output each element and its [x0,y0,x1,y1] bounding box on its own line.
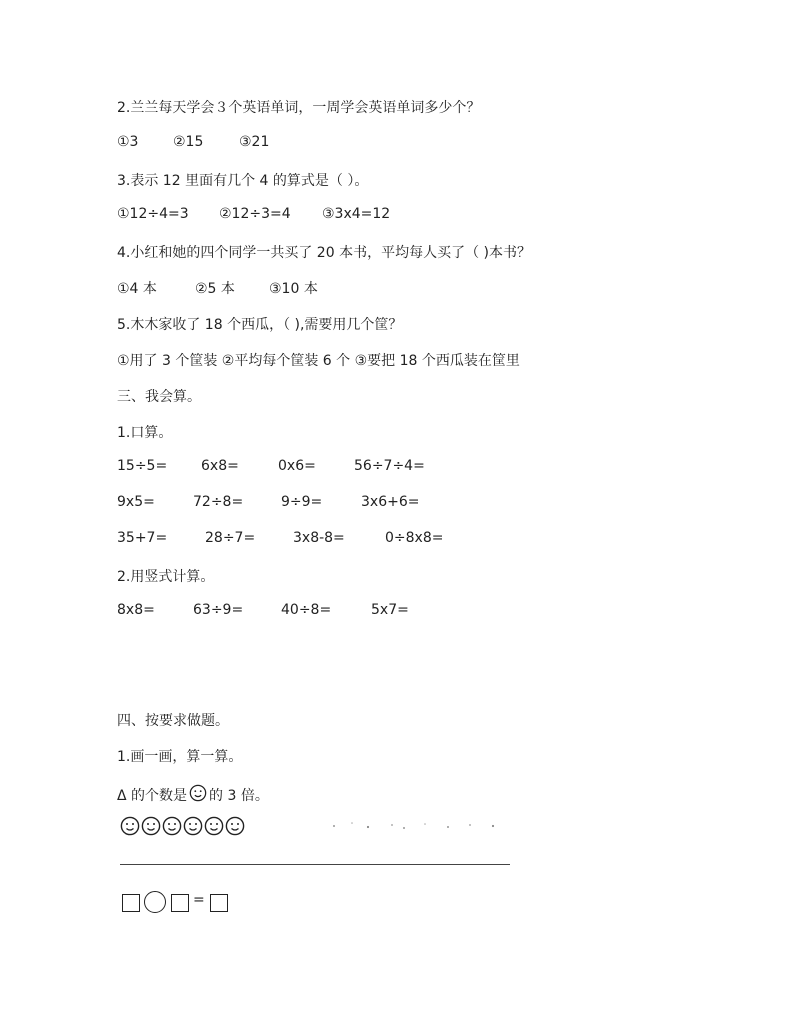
oral-calc-item: 56÷7÷4= [354,458,425,474]
smiley-face-icon [183,816,203,840]
vertical-calc-item: 40÷8= [281,602,332,618]
oral-calc-item: 6x8= [201,458,239,474]
scan-noise-specks [330,818,510,832]
smiley-face-icon [162,816,182,840]
option-2: ②5 本 [195,281,235,297]
smiley-face-icon [120,816,140,840]
equals-sign: = [193,892,205,908]
oral-calc-item: 9x5= [117,494,155,510]
draw-calc-heading: 1.画一画，算一算。 [117,749,243,765]
oral-calc-item: 3x6+6= [361,494,420,510]
vertical-calc-item: 8x8= [117,602,155,618]
option-2: ②15 [173,134,204,150]
answer-box[interactable] [122,894,140,912]
prompt-before: Δ 的个数是 [117,788,188,804]
smiley-face-row [120,816,246,838]
answer-line [120,864,510,865]
oral-calc-item: 28÷7= [205,530,256,546]
vertical-calc-item: 5x7= [371,602,409,618]
question-2: 2.兰兰每天学会３个英语单词，一周学会英语单词多少个？ [117,100,481,116]
question-3: 3.表示 12 里面有几个 4 的算式是（ ）。 [117,173,369,189]
option-3: ③3x4=12 [322,206,391,222]
smiley-face-icon [189,784,207,806]
oral-calc-item: 0÷8x8= [385,530,444,546]
oral-calc-item: 3x8-8= [293,530,345,546]
oral-calc-heading: 1.口算。 [117,425,173,441]
operator-circle[interactable] [144,891,166,913]
oral-calc-item: 72÷8= [193,494,244,510]
draw-calc-prompt [117,784,269,806]
question-5: 5.木木家收了 18 个西瓜，（ ),需要用几个筐？ [117,317,403,333]
question-5-options: ①用了 3 个筐装 ②平均每个筐装 6 个 ③要把 18 个西瓜装在筐里 [117,353,520,369]
answer-box[interactable] [210,894,228,912]
option-3: ③10 本 [269,281,318,297]
oral-calc-item: 9÷9= [281,494,323,510]
answer-box[interactable] [171,894,189,912]
smiley-face-icon [204,816,224,840]
oral-calc-item: 0x6= [278,458,316,474]
smiley-face-icon [141,816,161,840]
vertical-calc-heading: 2.用竖式计算。 [117,569,215,585]
question-4: 4.小红和她的四个同学一共买了 20 本书，平均每人买了（ )本书？ [117,245,531,261]
option-1: ①12÷4=3 [117,206,189,222]
option-1: ①4 本 [117,281,157,297]
prompt-after: 的 3 倍。 [209,788,269,804]
option-2: ②12÷3=4 [219,206,291,222]
oral-calc-item: 35+7= [117,530,168,546]
option-3: ③21 [239,134,270,150]
vertical-calc-item: 63÷9= [193,602,244,618]
section-3-heading: 三、我会算。 [117,389,201,405]
option-1: ①3 [117,134,139,150]
section-4-heading: 四、按要求做题。 [117,713,229,729]
oral-calc-item: 15÷5= [117,458,168,474]
smiley-face-icon [225,816,245,840]
